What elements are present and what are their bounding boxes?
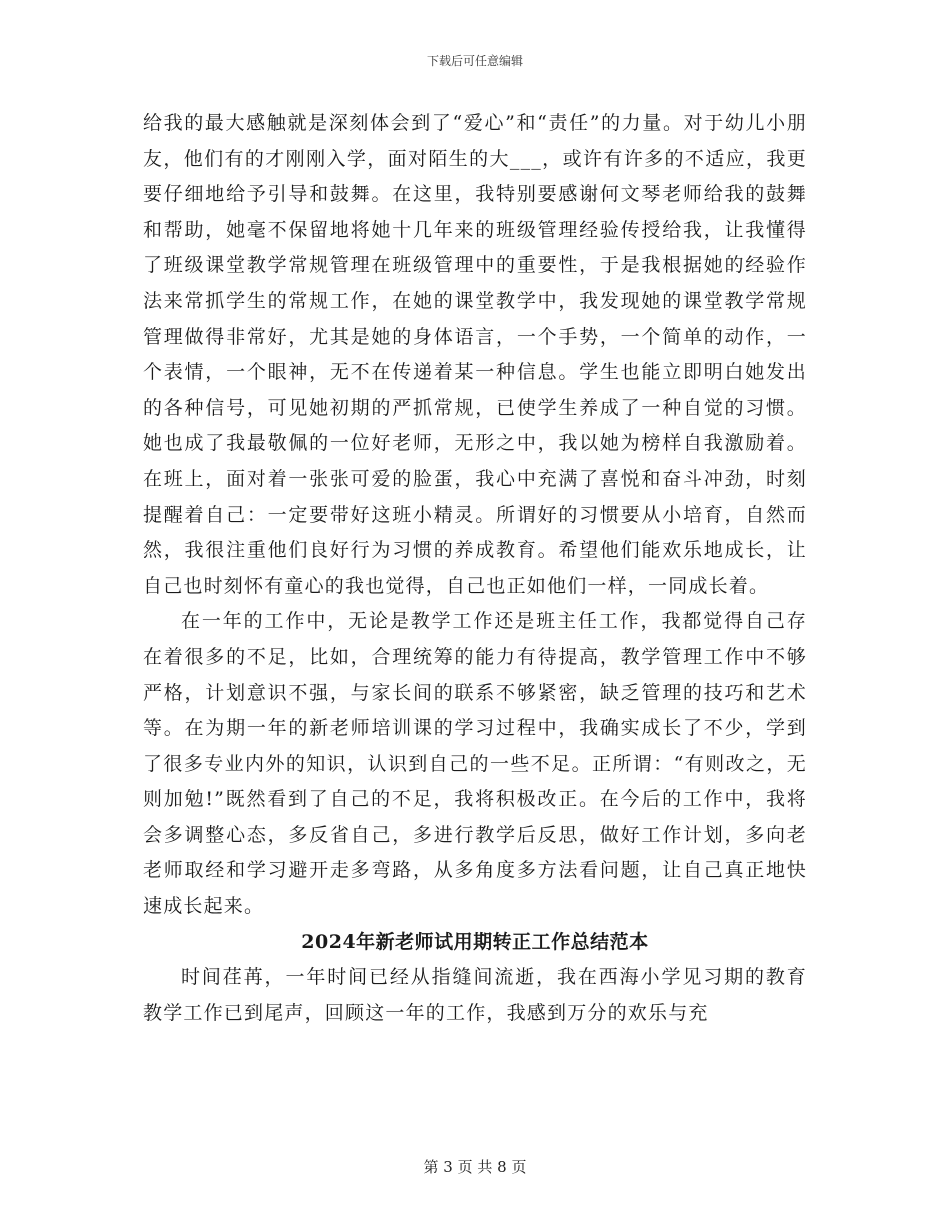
page-footer: 第 3 页 共 8 页 bbox=[423, 1158, 527, 1176]
body-paragraph-3: 时间荏苒，一年时间已经从指缝间流逝，我在西海小学见习期的教育教学工作已到尾声，回顾这一年的工作，我感到万分的欢乐与充 bbox=[143, 966, 807, 1024]
body-paragraph-2: 在一年的工作中，无论是教学工作还是班主任工作，我都觉得自己存在着很多的不足，比如，合理统筹的能力有待提高，教学管理工作中不够严格，计划意识不强，与家长间的联系不够紧密，缺乏管理的技巧和艺术等。在为期一年的新老师培训课的学习过程中，我确实成长了不少，学到了很多专业内外的知识，认识到自己的一些不足。正所谓：“有则改之，无则加勉!”既然看到了自己的不足，我将积极改正。在今后的工作中，我将会多调整心态，多反省自己，多进行教学后反思，做好工作计划，多向老老师取经和学习避开走多弯路，从多角度多方法看问题，让自己真正地快速成长起来。 bbox=[143, 610, 807, 918]
body-paragraph-1: 给我的最大感触就是深刻体会到了“爱心”和“责任”的力量。对于幼儿小朋友，他们有的才刚刚入学，面对陌生的大___，或许有许多的不适应，我更要仔细地给予引导和鼓舞。在这里，我特别要感谢何文琴老师给我的鼓舞和帮助，她毫不保留地将她十几年来的班级管理经验传授给我，让我懂得了班级课堂教学常规管理在班级管理中的重要性，于是我根据她的经验作法来常抓学生的常规工作，在她的课堂教学中，我发现她的课堂教学常规管理做得非常好，尤其是她的身体语言，一个手势，一个简单的动作，一个表情，一个眼神，无不在传递着某一种信息。学生也能立即明白她发出的各种信号，可见她初期的严抓常规，已使学生养成了一种自觉的习惯。她也成了我最敬佩的一位好老师，无形之中，我以她为榜样自我激励着。在班上，面对着一张张可爱的脸蛋，我心中充满了喜悦和奋斗冲劲，时刻提醒着自己：一定要带好这班小精灵。所谓好的习惯要从小培育，自然而然，我很注重他们良好行为习惯的养成教育。希望他们能欢乐地成长，让自己也时刻怀有童心的我也觉得，自己也正如他们一样，一同成长着。 bbox=[143, 112, 807, 597]
document-body bbox=[143, 106, 807, 1031]
page-header: 下载后可任意编辑 bbox=[426, 54, 523, 68]
section-title: 2024年新老师试用期转正工作总结范本 bbox=[301, 930, 649, 953]
